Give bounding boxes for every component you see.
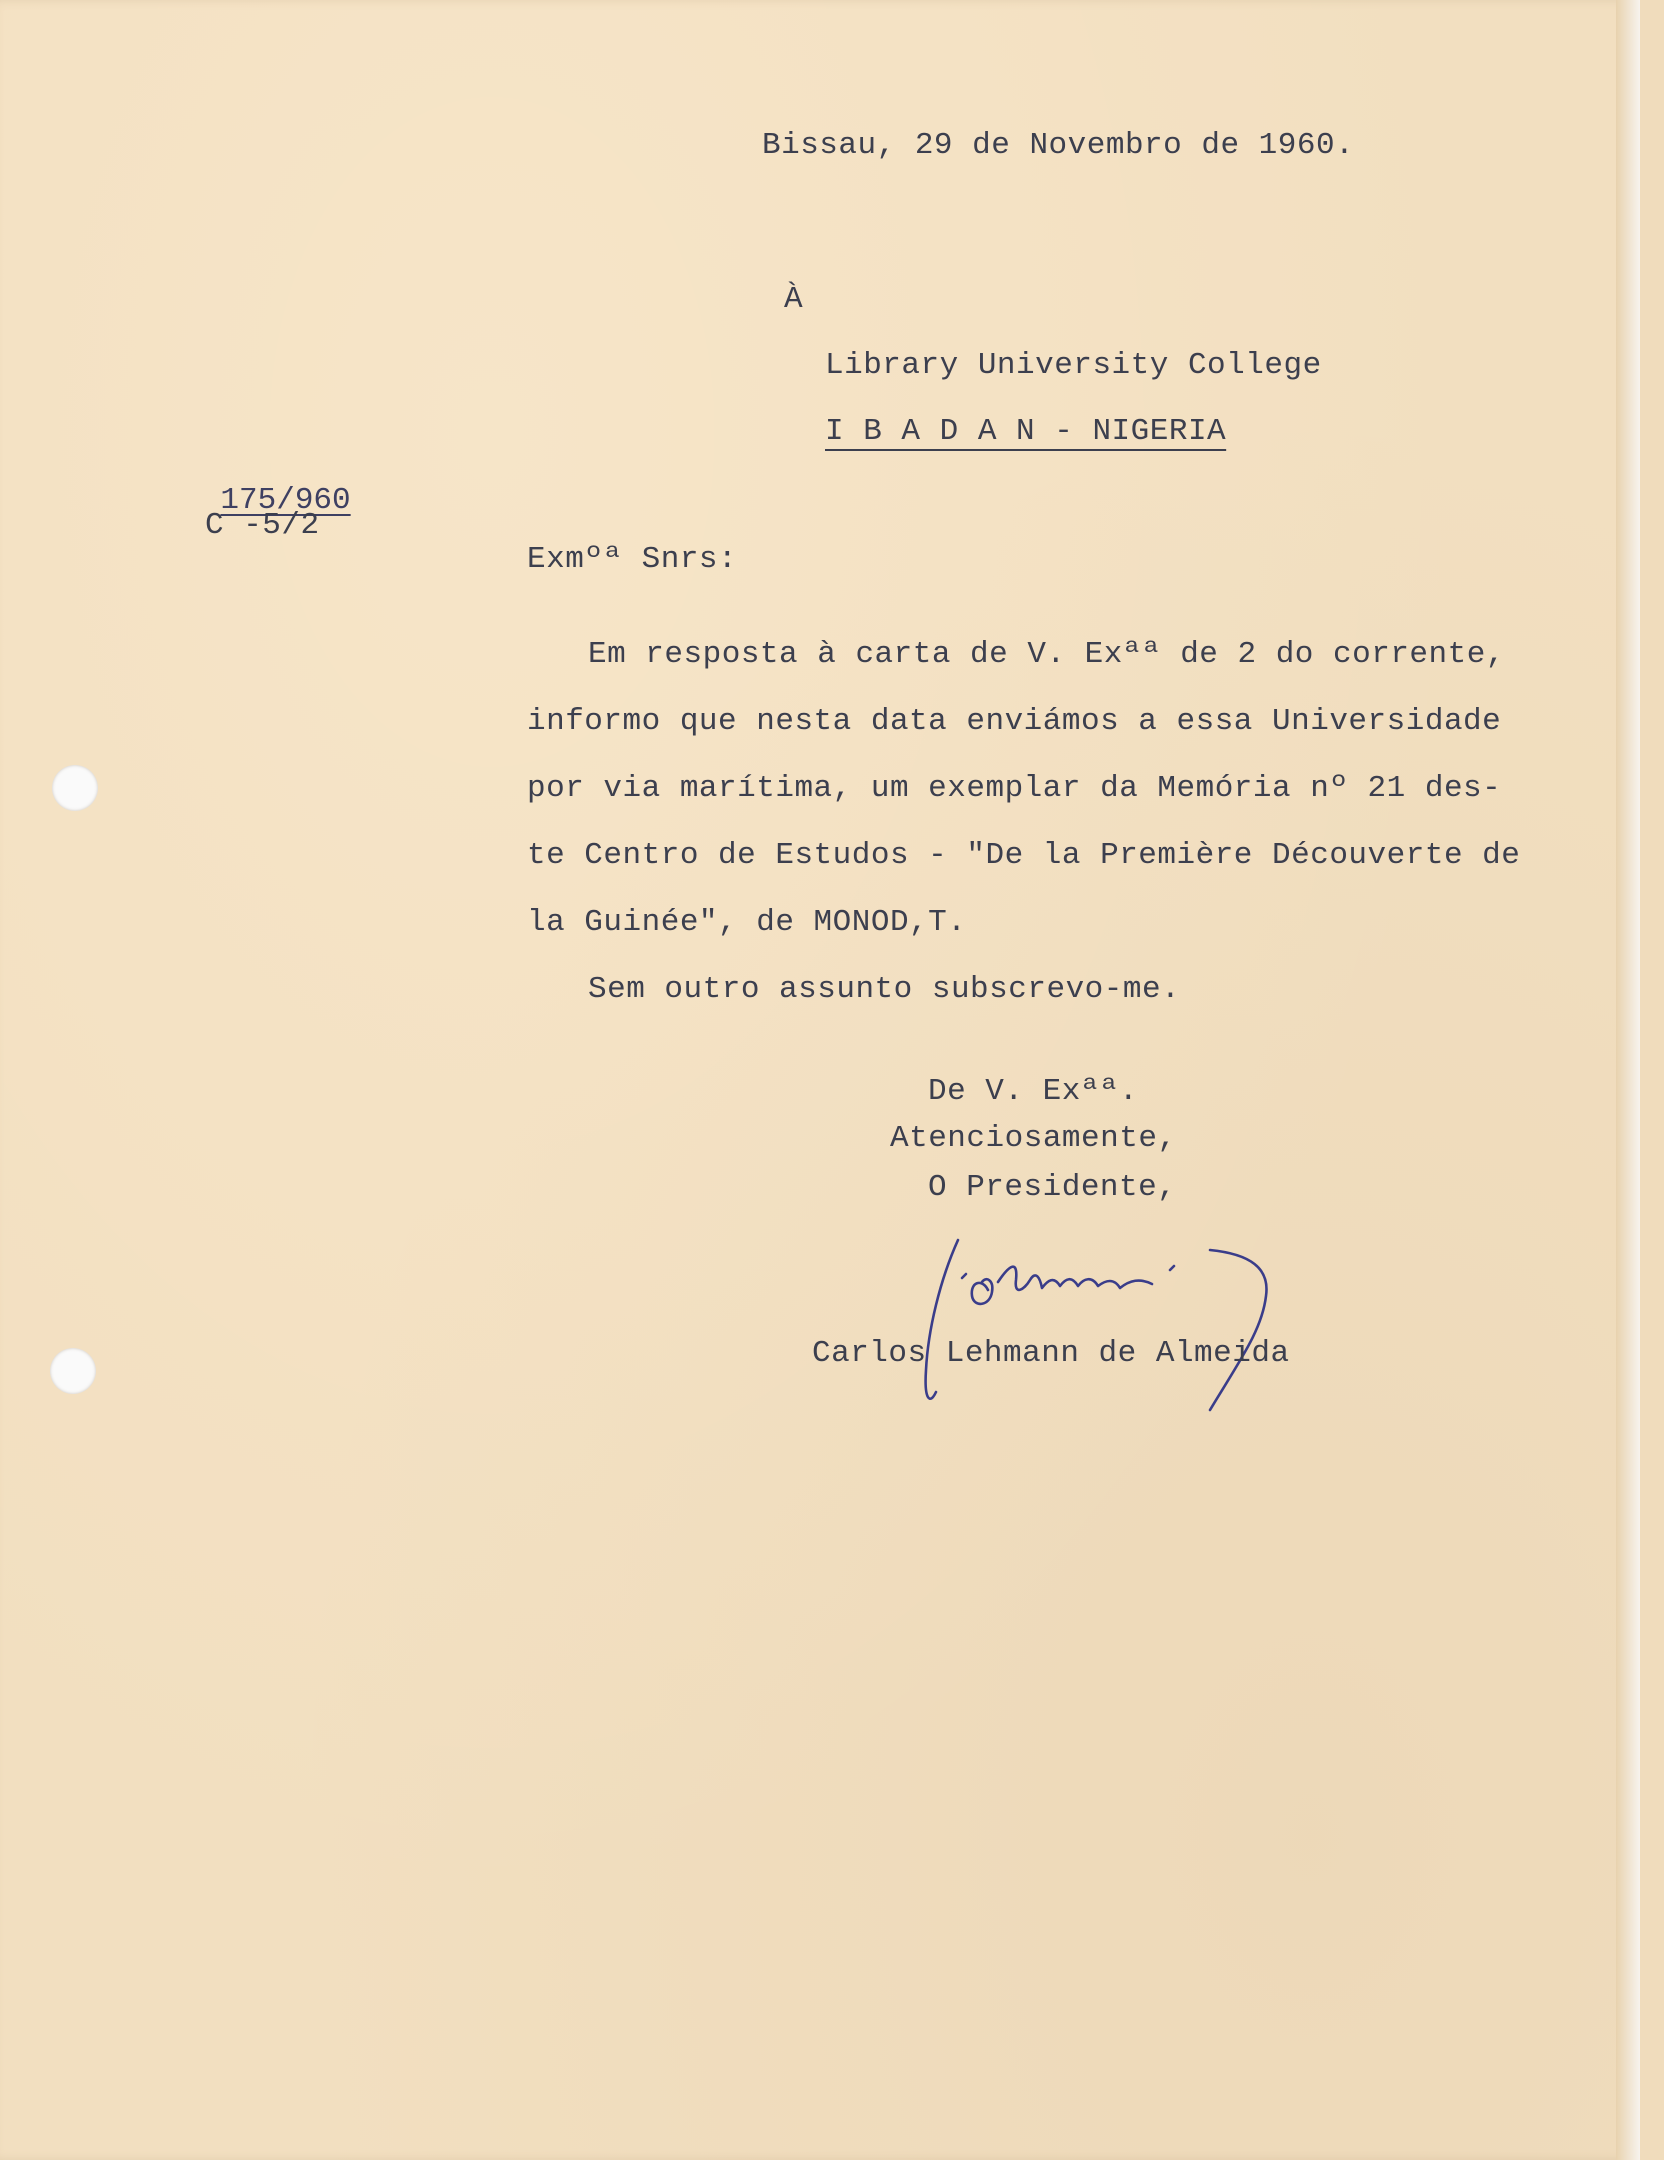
punch-hole	[50, 1348, 96, 1394]
reference-number: 175/960	[220, 483, 351, 518]
addressee-marker: À	[784, 282, 804, 317]
body-line: Em resposta à carta de V. Exªª de 2 do corrente,	[588, 637, 1505, 672]
closing-line: De V. Exªª.	[928, 1074, 1139, 1109]
body-line: te Centro de Estudos - "De la Première Découverte de	[527, 838, 1521, 873]
body-line: informo que nesta data enviámos a essa Universidade	[527, 704, 1502, 739]
paper-edge	[1616, 0, 1640, 2160]
signer-name: Carlos Lehmann de Almeida	[812, 1336, 1290, 1371]
salutation: Exmºª Snrs:	[527, 542, 738, 577]
recipient-name: Library University College	[825, 348, 1322, 383]
reference-code: C -5/2	[205, 508, 320, 543]
closing-line: O Presidente,	[928, 1170, 1177, 1205]
body-line: por via marítima, um exemplar da Memória nº 21 des-	[527, 771, 1502, 806]
closing-line: Atenciosamente,	[890, 1121, 1177, 1156]
body-line: Sem outro assunto subscrevo-me.	[588, 972, 1181, 1007]
date-line: Bissau, 29 de Novembro de 1960.	[762, 128, 1355, 163]
body-line: la Guinée", de MONOD,T.	[527, 905, 967, 940]
recipient-place: I B A D A N - NIGERIA	[825, 414, 1227, 449]
handwritten-signature	[890, 1220, 1370, 1420]
punch-hole	[52, 765, 98, 811]
